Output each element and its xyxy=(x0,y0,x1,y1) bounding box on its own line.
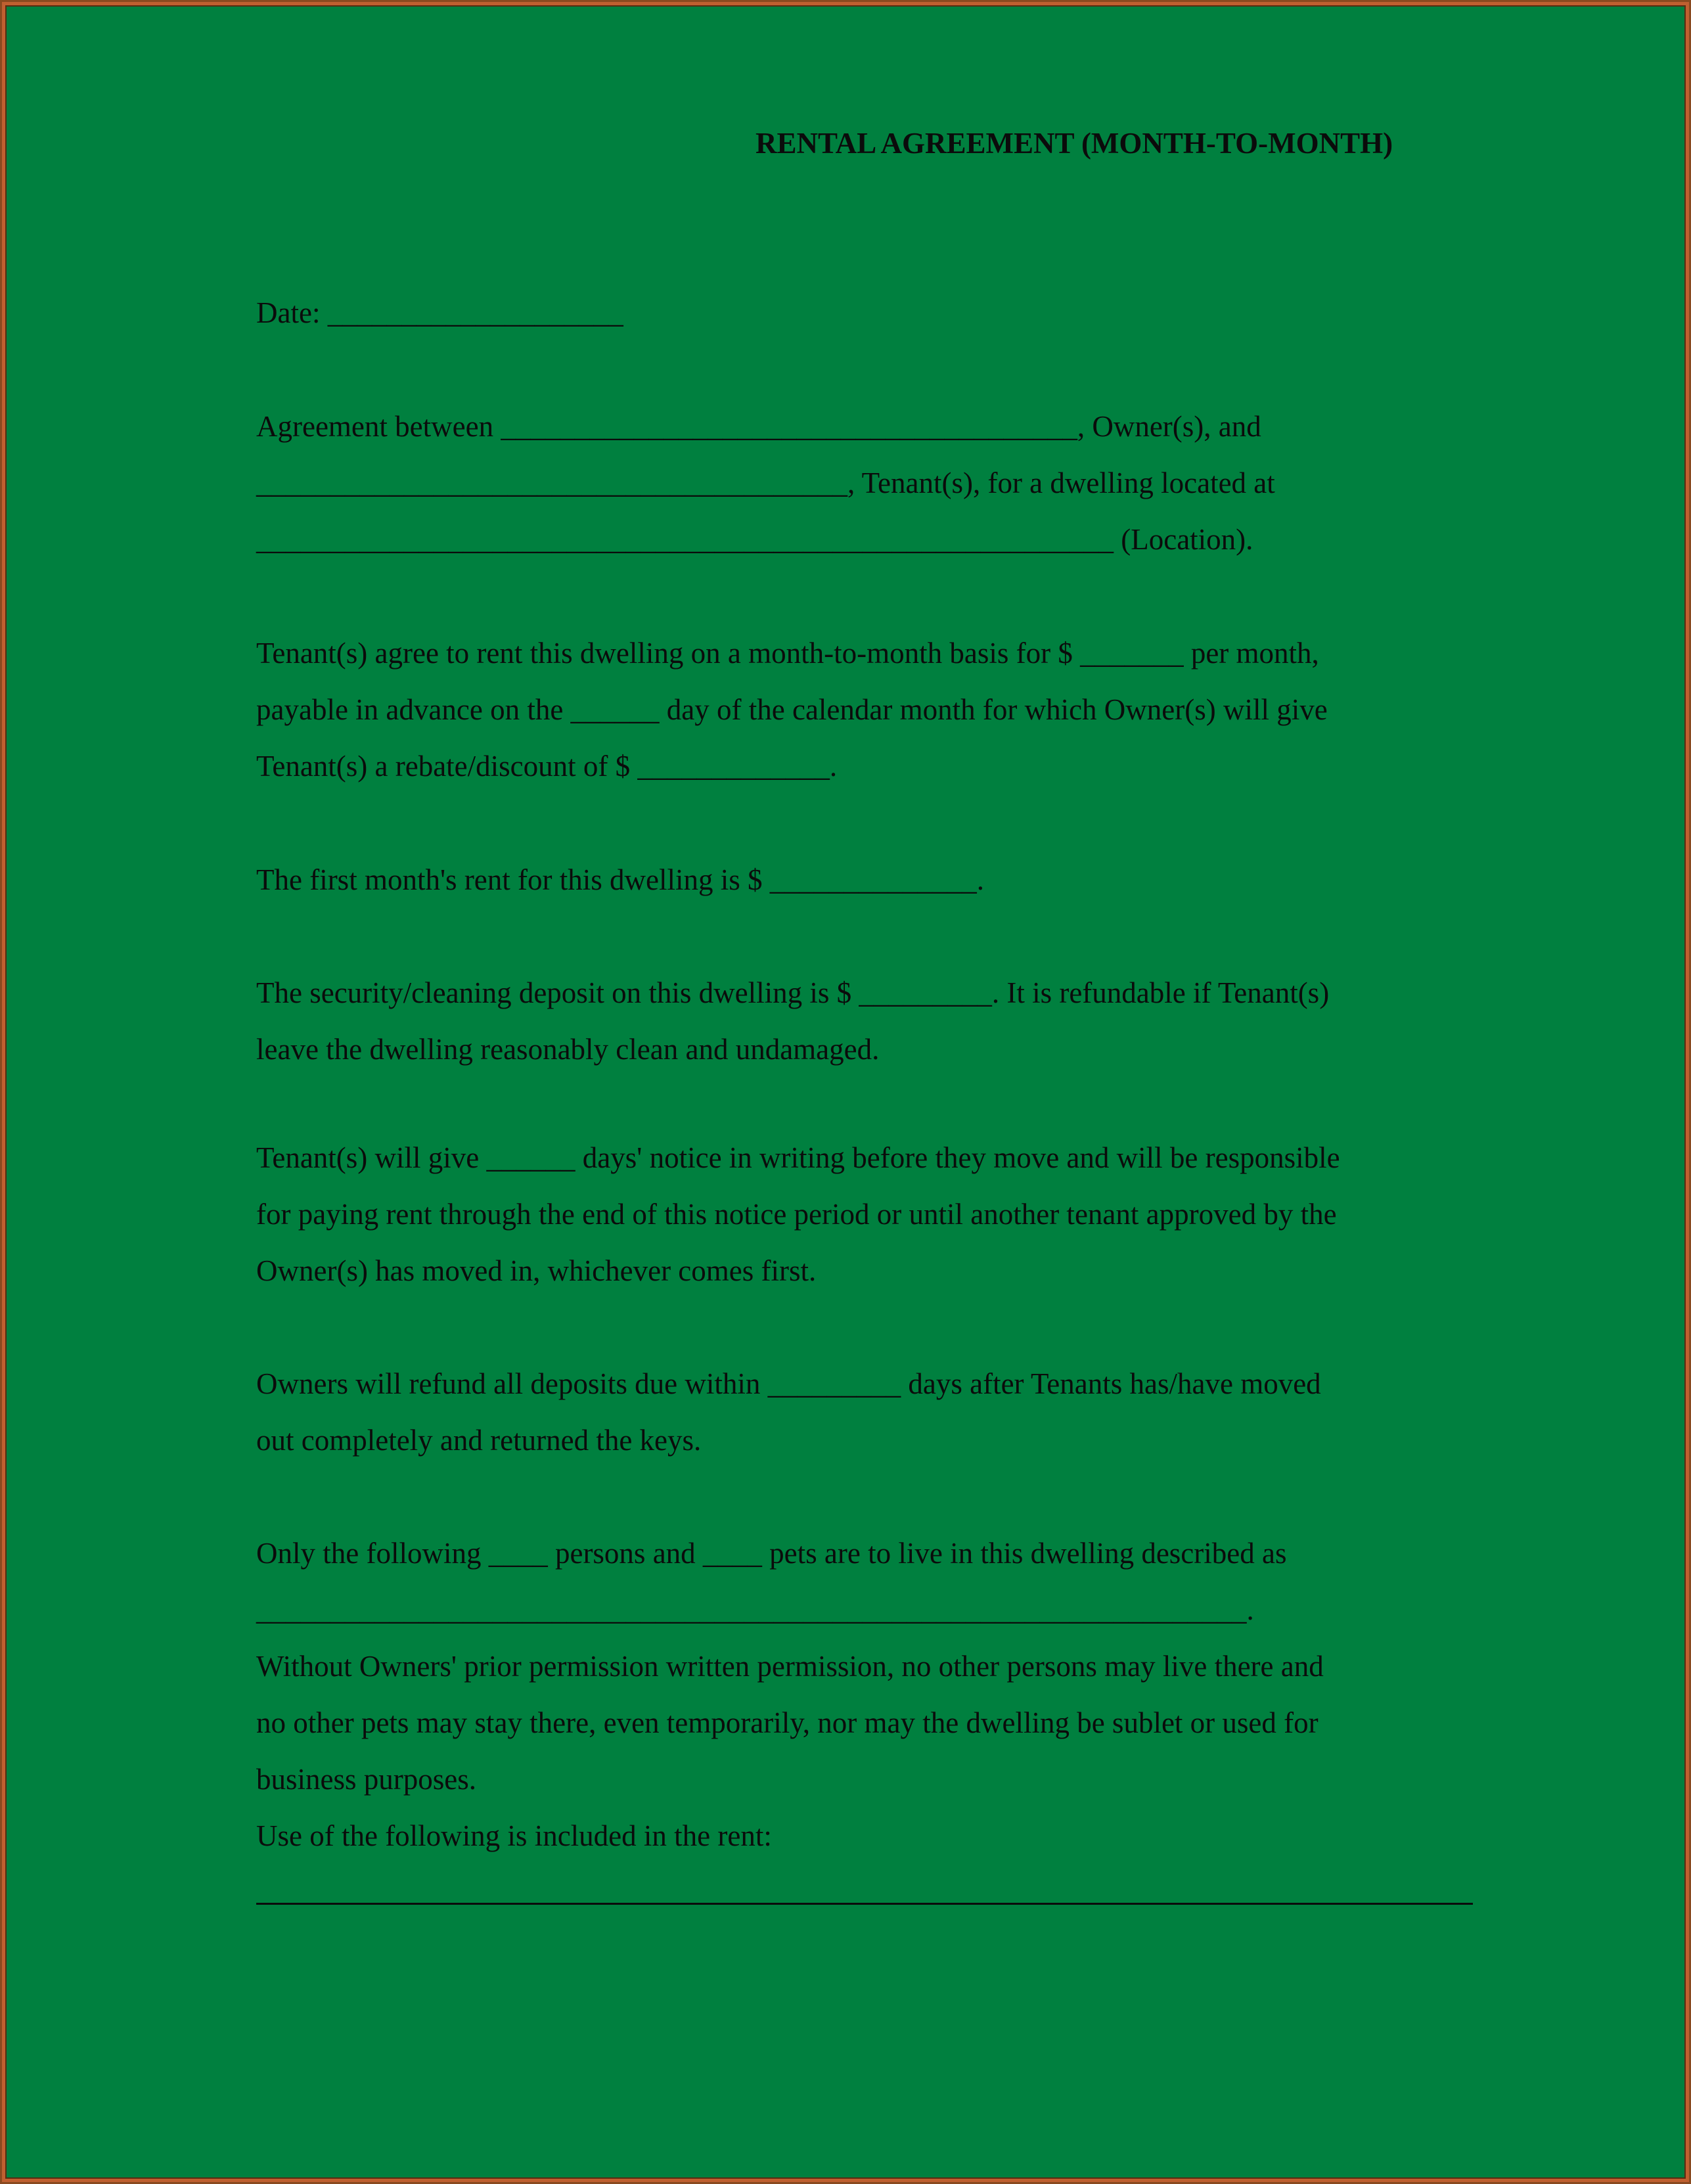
parties-line-2: ________________________________________, Tenant(s), for a dwelling located at xyxy=(256,466,1275,499)
document-title: RENTAL AGREEMENT (MONTH-TO-MONTH) xyxy=(755,127,1393,160)
occupants-line-2: ___________________________________________________________________. xyxy=(256,1593,1254,1626)
deposit-line-1: The security/cleaning deposit on this dwelling is $ _________. It is refundable if Tenant(s) xyxy=(256,976,1330,1009)
date-line: Date: ____________________ xyxy=(256,296,623,329)
notice-line-2: for paying rent through the end of this notice period or until another tenant approved by the xyxy=(256,1198,1337,1231)
rent-line-2: payable in advance on the ______ day of the calendar month for which Owner(s) will give xyxy=(256,693,1328,726)
included-blank-rule xyxy=(256,1903,1473,1905)
permission-line-3: business purposes. xyxy=(256,1763,476,1796)
document-page xyxy=(5,5,1686,2179)
first-month-line: The first month's rent for this dwelling is $ ______________. xyxy=(256,863,985,896)
parties-line-3: __________________________________________________________ (Location). xyxy=(256,523,1253,556)
occupants-line-1: Only the following ____ persons and ____ pets are to live in this dwelling described as xyxy=(256,1537,1287,1570)
permission-line-2: no other pets may stay there, even temporarily, nor may the dwelling be sublet or used for xyxy=(256,1706,1319,1739)
rent-line-3: Tenant(s) a rebate/discount of $ _____________. xyxy=(256,750,838,783)
notice-line-3: Owner(s) has moved in, whichever comes first. xyxy=(256,1254,817,1287)
rent-line-1: Tenant(s) agree to rent this dwelling on a month-to-month basis for $ _______ per month, xyxy=(256,637,1319,670)
notice-line-1: Tenant(s) will give ______ days' notice in writing before they move and will be responsible xyxy=(256,1141,1340,1174)
refund-line-2: out completely and returned the keys. xyxy=(256,1424,702,1457)
permission-line-1: Without Owners' prior permission written permission, no other persons may live there and xyxy=(256,1650,1324,1683)
refund-line-1: Owners will refund all deposits due within _________ days after Tenants has/have moved xyxy=(256,1367,1321,1400)
parties-line-1: Agreement between _______________________________________, Owner(s), and xyxy=(256,410,1261,443)
deposit-line-2: leave the dwelling reasonably clean and undamaged. xyxy=(256,1033,880,1066)
included-line: Use of the following is included in the rent: xyxy=(256,1819,772,1852)
